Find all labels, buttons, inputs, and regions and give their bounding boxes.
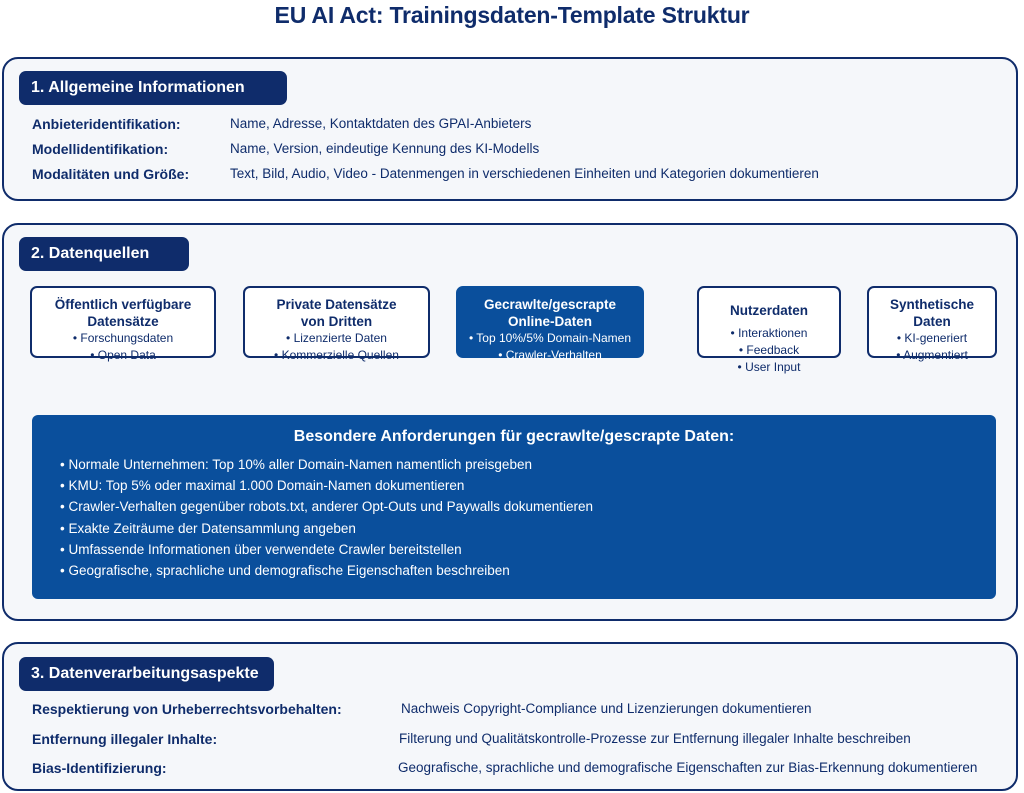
requirements-title: Besondere Anforderungen für gecrawlte/gescrapte Daten: xyxy=(293,428,735,445)
section-header: 1. Allgemeine Informationen xyxy=(19,71,287,105)
card-item: • Open Data xyxy=(90,348,156,362)
card-title-line: Synthetische xyxy=(889,297,975,312)
section-data-processing xyxy=(2,642,1018,791)
card-title xyxy=(699,302,839,319)
source-card-crawled xyxy=(456,286,644,362)
requirement-item: • Exakte Zeiträume der Datensammlung angeben xyxy=(60,520,356,536)
card-item: • Augmentiert xyxy=(896,348,968,362)
card-title-line: Online-Daten xyxy=(507,314,592,329)
card-item: • Lizenzierte Daten xyxy=(286,331,387,345)
card-item: • Kommerzielle Quellen xyxy=(274,348,399,362)
requirement-item: • Normale Unternehmen: Top 10% aller Domain-Namen namentlich preisgeben xyxy=(60,457,532,472)
page-title: EU AI Act: Trainingsdaten-Template Struktur xyxy=(274,2,750,28)
card-title xyxy=(458,296,642,330)
card-item: • User Input xyxy=(737,360,801,374)
row-value: Name, Adresse, Kontaktdaten des GPAI-Anbieters xyxy=(230,116,532,131)
crawled-data-requirements xyxy=(32,415,996,599)
row-value: Filterung und Qualitätskontrolle-Prozesse zur Entfernung illegaler Inhalte beschreiben xyxy=(399,731,911,746)
card-title xyxy=(32,296,214,330)
row-label: Entfernung illegaler Inhalte: xyxy=(32,731,218,747)
card-title-line: Daten xyxy=(913,314,951,329)
section-data-sources xyxy=(2,223,1018,621)
requirement-item: • Umfassende Informationen über verwendete Crawler bereitstellen xyxy=(60,541,462,557)
requirements-list xyxy=(60,454,593,581)
source-card-user-data xyxy=(697,286,841,374)
source-card-private xyxy=(243,286,430,362)
card-title-line: Private Datensätze xyxy=(276,297,397,312)
card-item: • Interaktionen xyxy=(730,326,808,340)
info-row xyxy=(32,115,1012,133)
card-item: • Top 10%/5% Domain-Namen xyxy=(468,331,632,345)
card-title-line: Gecrawlte/gescrapte xyxy=(483,297,617,312)
card-title-line: Nutzerdaten xyxy=(729,303,808,318)
info-row xyxy=(32,700,1012,718)
info-row xyxy=(32,759,1012,777)
row-label: Bias-Identifizierung: xyxy=(32,760,167,776)
section-header: 3. Datenverarbeitungsaspekte xyxy=(19,657,274,691)
row-label: Modalitäten und Größe: xyxy=(32,166,190,182)
row-value: Geografische, sprachliche und demografische Eigenschaften zur Bias-Erkennung dokumentieren xyxy=(398,760,978,775)
card-item: • Feedback xyxy=(738,343,800,357)
section-header: 2. Datenquellen xyxy=(19,237,189,271)
requirement-item: • KMU: Top 5% oder maximal 1.000 Domain-Namen dokumentieren xyxy=(60,478,465,494)
info-row xyxy=(32,140,1012,158)
info-row xyxy=(32,730,1012,748)
row-value: Name, Version, eindeutige Kennung des KI-Modells xyxy=(230,141,540,156)
row-label: Anbieteridentifikation: xyxy=(32,116,181,132)
row-label: Modellidentifikation: xyxy=(32,141,169,157)
row-label: Respektierung von Urheberrechtsvorbehalten: xyxy=(32,701,342,717)
row-value: Nachweis Copyright-Compliance und Lizenzierungen dokumentieren xyxy=(401,701,812,716)
card-item: • Crawler-Verhalten xyxy=(498,348,602,362)
source-card-synthetic xyxy=(867,286,997,362)
info-row xyxy=(32,165,1012,183)
requirement-item: • Geografische, sprachliche und demografische Eigenschaften beschreiben xyxy=(60,563,510,579)
card-title-line: Öffentlich verfügbare xyxy=(54,297,192,312)
requirement-item: • Crawler-Verhalten gegenüber robots.txt, anderer Opt-Outs und Paywalls dokumentieren xyxy=(60,499,594,515)
card-title-line: Datensätze xyxy=(87,314,159,329)
card-title xyxy=(869,296,995,330)
row-value: Text, Bild, Audio, Video - Datenmengen in verschiedenen Einheiten und Kategorien dokumentieren xyxy=(230,166,819,181)
card-title-line: von Dritten xyxy=(300,314,373,329)
section-general-information xyxy=(2,57,1018,201)
source-card-public xyxy=(30,286,216,362)
card-item: • KI-generiert xyxy=(896,331,968,345)
card-item: • Forschungsdaten xyxy=(72,331,174,345)
card-title xyxy=(245,296,428,330)
